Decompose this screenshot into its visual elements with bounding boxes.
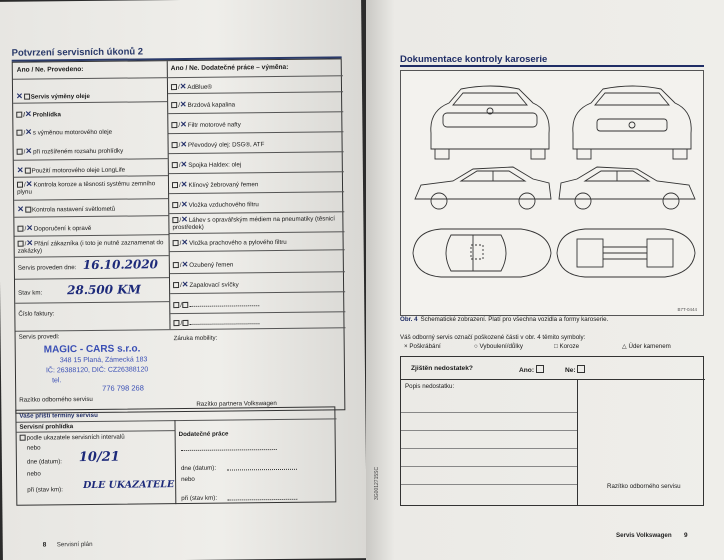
row-blank-1[interactable]: / bbox=[173, 300, 259, 309]
service-date-value: 16.10.2020 bbox=[82, 257, 159, 273]
service-date-label: Servis proveden dne: bbox=[17, 264, 77, 272]
car-left-side-view bbox=[415, 167, 551, 209]
form-line bbox=[401, 430, 577, 431]
right-blank-1 bbox=[181, 444, 277, 453]
right-km-label: při (stav km): bbox=[181, 494, 218, 503]
row-rule bbox=[15, 277, 169, 280]
signature-label: Razítko odborného servisu bbox=[19, 395, 93, 404]
row-rule bbox=[13, 101, 167, 104]
row-gear-oil[interactable]: /✕Převodový olej: DSG®, ATF bbox=[172, 140, 265, 149]
col1-header: Ano / Ne. Provedeno: bbox=[16, 66, 84, 74]
defect-desc-label: Popis nedostatku: bbox=[405, 383, 455, 390]
row-rule bbox=[169, 151, 344, 154]
warranty-label: Záruka mobility: bbox=[173, 334, 218, 343]
row-brake-fluid[interactable]: /✕Brzdová kapalina bbox=[171, 100, 235, 109]
row-timing-belt[interactable]: /✕Ozubený řemen bbox=[173, 260, 234, 269]
row-rule bbox=[168, 131, 343, 134]
symbol-scratch: × Poškrábání bbox=[404, 343, 441, 350]
row-diesel-filter[interactable]: /✕Filtr motorové nafty bbox=[171, 120, 240, 129]
stamp-line4: 776 798 268 bbox=[102, 383, 144, 393]
symbol-stone: △ Úder kamenem bbox=[622, 343, 671, 350]
row-rule bbox=[170, 271, 345, 274]
row-rule bbox=[170, 291, 345, 294]
mileage-label: Stav km: bbox=[18, 289, 43, 297]
form-line bbox=[401, 484, 577, 485]
no-checkbox[interactable]: Ne: bbox=[565, 365, 586, 374]
row-longlife[interactable]: ✕ Použití motorového oleje LongLife bbox=[16, 165, 126, 175]
right-page bbox=[366, 0, 724, 560]
row-rule bbox=[169, 191, 344, 194]
row-rule bbox=[170, 249, 345, 252]
column-divider bbox=[167, 61, 171, 329]
footer: Servisní plán bbox=[56, 540, 93, 549]
form-line bbox=[401, 448, 577, 449]
page-number: 8 bbox=[42, 541, 47, 549]
car-diagram-svg bbox=[401, 71, 705, 317]
row-rule bbox=[15, 234, 169, 237]
defect-header: Zjištěn nedostatek? Ano: Ne: bbox=[411, 365, 687, 377]
mileage-value: 28.500 KM bbox=[67, 282, 141, 298]
row-tyre-sealant[interactable]: /✕Láhev s opravářským médiem na pneumatiky (těsnicí prostředek) bbox=[172, 214, 335, 232]
row-headlights[interactable]: ✕ Kontrola nastavení světlometů bbox=[17, 204, 116, 214]
next-title: Vaše příští termíny servisu bbox=[19, 411, 98, 420]
stamp-name: MAGIC - CARS s.r.o. bbox=[43, 343, 141, 356]
col2-header: Ano / Ne. Dodatečné práce – výměna: bbox=[170, 63, 289, 73]
km-label: při (stav km): bbox=[27, 486, 63, 494]
right-nebo: nebo bbox=[181, 475, 195, 484]
symbols-text: Váš odborný servis označí poškozené části v obr. 4 těmito symboly: bbox=[400, 334, 586, 341]
row-spark-plugs[interactable]: /✕Zapalovací svíčky bbox=[173, 280, 239, 289]
yes-checkbox[interactable]: Ano: bbox=[519, 365, 545, 374]
side-code: 3G0012715SC bbox=[374, 466, 380, 500]
car-underbody-view bbox=[557, 229, 695, 277]
column-divider bbox=[174, 420, 176, 504]
row-rule bbox=[169, 171, 344, 174]
row-recommend[interactable]: /✕Doporučení k opravě bbox=[17, 224, 91, 233]
row-haldex[interactable]: /✕Spojka Haldex: olej bbox=[172, 160, 241, 169]
page-title: Potvrzení servisních úkonů 2 bbox=[11, 46, 144, 59]
row-inspection[interactable]: /✕Prohlídka bbox=[16, 110, 61, 119]
footer: Servis Volkswagen bbox=[616, 532, 672, 539]
row-extended[interactable]: /✕při rozšířeném rozsahu prohlídky bbox=[17, 147, 124, 157]
form-line bbox=[401, 412, 577, 413]
car-front-view bbox=[573, 86, 691, 159]
figure-code: B7T-0444 bbox=[677, 307, 697, 312]
performed-by-label: Servis provedl: bbox=[18, 333, 60, 341]
date-value: 10/21 bbox=[78, 449, 120, 466]
right-date-line bbox=[227, 464, 297, 473]
title-rule bbox=[400, 65, 704, 67]
row-rule bbox=[168, 91, 343, 94]
next-service-section bbox=[15, 406, 336, 505]
row-corrosion[interactable]: /✕Kontrola koroze a těsnosti systému zemního plynu bbox=[17, 179, 156, 197]
row-air-filter[interactable]: /✕Vložka vzduchového filtru bbox=[172, 200, 259, 209]
nebo-1: nebo bbox=[26, 444, 41, 452]
figure-caption: Obr. 4 Schematické zobrazení. Platí pro všechna vozidla a formy karoserie. bbox=[400, 316, 609, 323]
km-value: DLE UKAZATELE bbox=[83, 479, 175, 492]
next-col1: Servisní prohlídka bbox=[19, 423, 74, 431]
header-rule bbox=[13, 75, 343, 79]
car-diagram bbox=[400, 70, 704, 316]
row-rule bbox=[16, 327, 346, 331]
stamp-line2: IČ: 26388120, DIČ: CZ26388120 bbox=[45, 366, 149, 375]
car-rear-view bbox=[431, 86, 549, 159]
service-table bbox=[12, 58, 346, 413]
row-wish[interactable]: /✕Přání zákazníka (i toto je nutné zaznamenat do zakázky) bbox=[17, 238, 164, 256]
row-rule bbox=[15, 301, 169, 304]
row-rule bbox=[14, 175, 168, 178]
row-oil-service[interactable]: ✕ Servis výměny oleje bbox=[16, 91, 90, 101]
date-label: dne (datum): bbox=[26, 458, 63, 466]
form-rule bbox=[401, 379, 705, 380]
next-row1[interactable]: podle ukazatele servisních intervalů bbox=[20, 434, 125, 443]
symbol-corrosion: □ Koroze bbox=[554, 343, 580, 350]
row-blank-2[interactable]: / bbox=[173, 318, 259, 327]
stamp-line1: 348 15 Planá, Zámecká 183 bbox=[59, 356, 148, 365]
form-divider bbox=[577, 379, 578, 506]
row-rule bbox=[14, 215, 168, 218]
right-km-line bbox=[227, 494, 297, 503]
symbol-dent: ○ Vyboulení/důlky bbox=[474, 343, 523, 350]
row-rule bbox=[14, 198, 168, 201]
row-rule bbox=[14, 158, 168, 161]
car-right-side-view bbox=[559, 167, 695, 209]
row-adblue[interactable]: /✕AdBlue® bbox=[171, 83, 212, 92]
next-col2: Dodatečné práce bbox=[178, 430, 229, 439]
row-oil-change[interactable]: /✕s výměnou motorového oleje bbox=[16, 128, 112, 137]
nebo-2: nebo bbox=[26, 470, 41, 478]
page-title: Dokumentace kontroly karoserie bbox=[400, 54, 548, 65]
row-rule bbox=[170, 311, 345, 314]
partner-label: Razítko partnera Volkswagen bbox=[196, 400, 277, 408]
right-date-label: dne (datum): bbox=[180, 464, 217, 473]
stamp-line3: tel. bbox=[52, 377, 62, 385]
page-number: 9 bbox=[684, 532, 688, 539]
row-rule bbox=[170, 231, 345, 234]
signature-label: Razítko odborného servisu bbox=[607, 483, 681, 490]
row-rule bbox=[168, 111, 343, 114]
row-pollen-filter[interactable]: /✕Vložka prachového a pylového filtru bbox=[173, 238, 287, 248]
defect-form bbox=[400, 356, 704, 506]
row-vbelt[interactable]: /✕Klínový žebrovaný řemen bbox=[172, 180, 258, 189]
form-line bbox=[401, 466, 577, 467]
car-top-view bbox=[413, 229, 551, 277]
invoice-label: Číslo faktury: bbox=[18, 310, 55, 318]
